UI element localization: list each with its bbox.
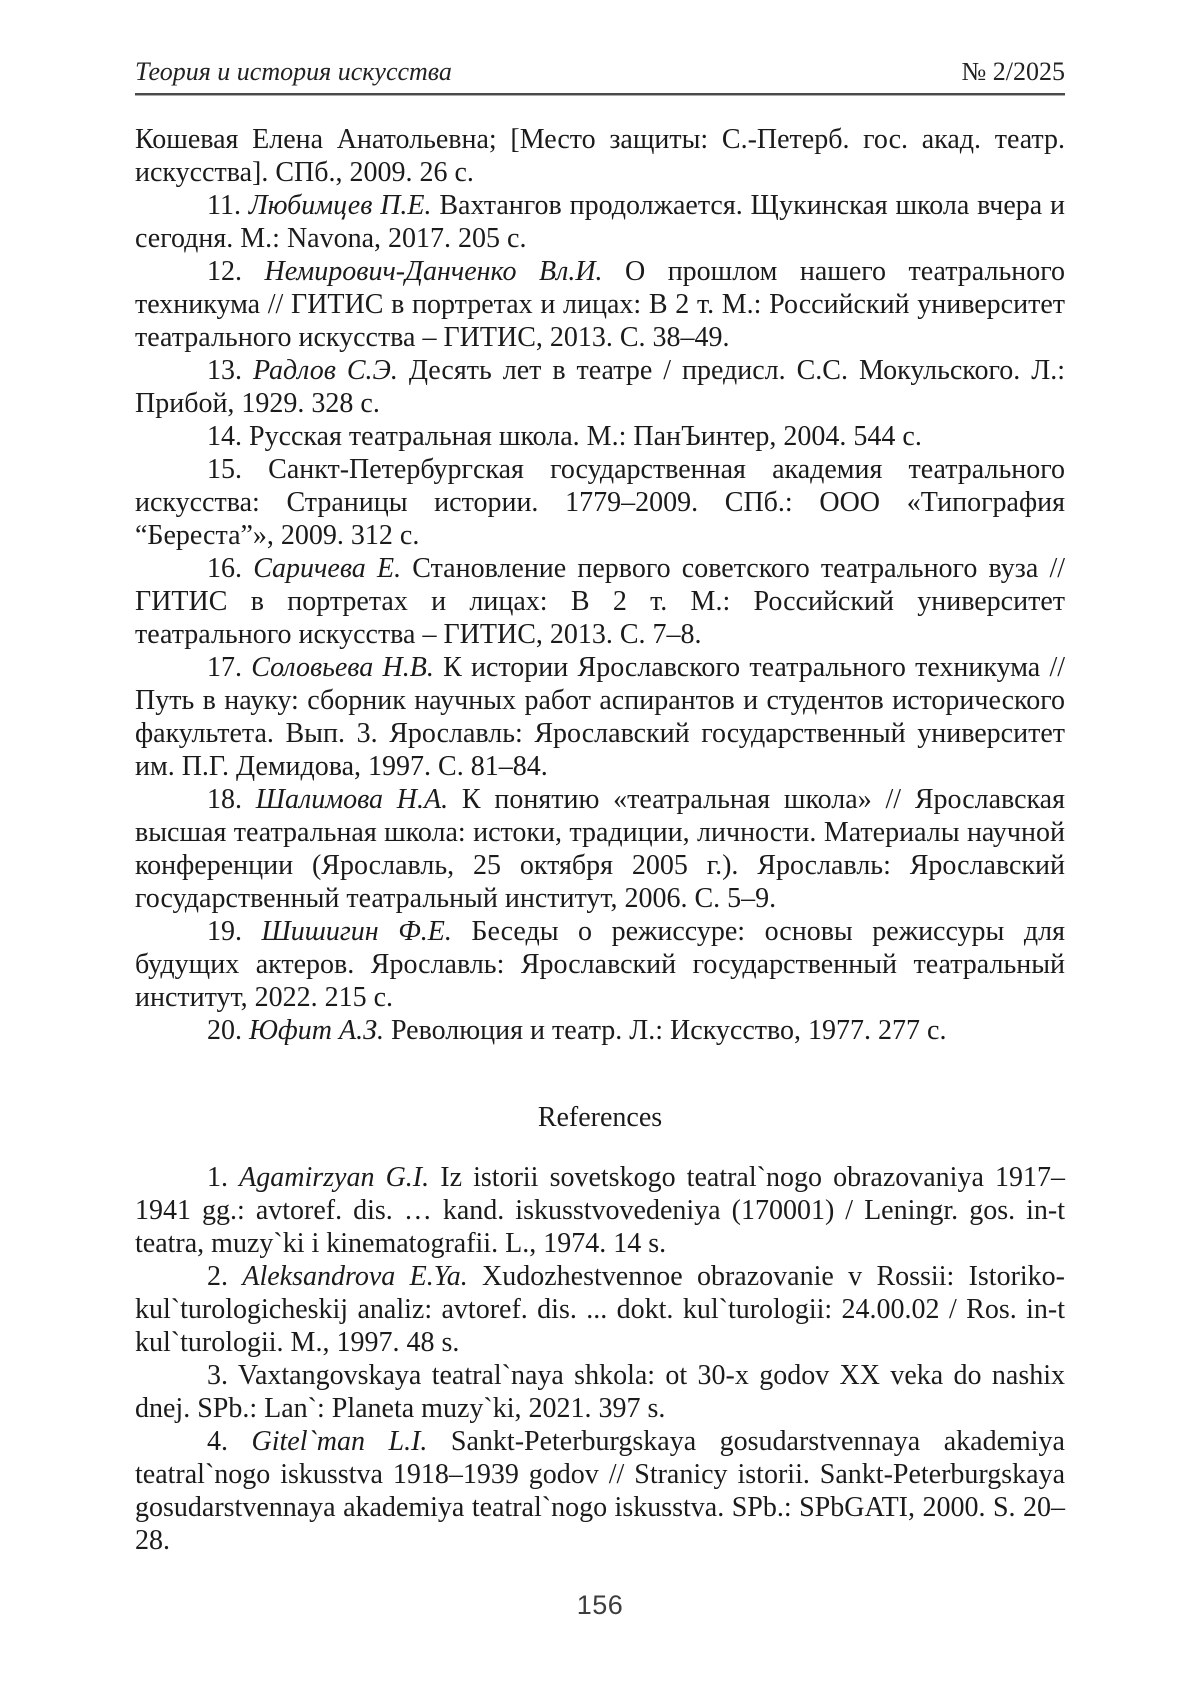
entry-text: 3. Vaxtangovskaya teatral`naya shkola: ot 30-x godov XX veka do nashix dnej. SPb.: Lan`: Planeta muzy`ki, 2021. 397 s. — [135, 1360, 1065, 1424]
entry-author-italic: Саричева Е. — [253, 553, 402, 584]
entry-author-italic: Любимцев П.Е. — [248, 190, 432, 221]
entry-author-italic: Шишигин Ф.Е. — [261, 916, 452, 947]
entry-author-italic: Соловьева Н.В. — [251, 652, 434, 683]
entry-text: Кошевая Елена Анатольевна; [Место защиты: С.-Петерб. гос. акад. театр. искусства]. СПб., 2009. 26 с. — [135, 124, 1065, 188]
header-section-title: Теория и история искусства — [135, 57, 452, 86]
bibliography-entry — [135, 189, 1065, 255]
entry-text: 2. — [207, 1261, 243, 1292]
bibliography-entry — [135, 255, 1065, 354]
entry-text: 13. — [207, 355, 253, 386]
entry-text: 20. — [207, 1015, 249, 1046]
references-entry — [135, 1425, 1065, 1557]
bibliography-list — [135, 123, 1065, 1047]
references-list — [135, 1161, 1065, 1557]
references-entry — [135, 1359, 1065, 1425]
entry-text: К понятию «театральная школа» // Ярославская высшая театральная школа: истоки, традиции, личности. Материалы научной конференции (Ярославль, 25 октября 2005 г.). Ярославль: Ярославский государственный театральный институт, 2006. С. 5–9. — [135, 784, 1065, 914]
entry-text: Революция и театр. Л.: Искусство, 1977. 277 с. — [383, 1015, 947, 1046]
entry-text: К истории Ярославского театрального техникума // Путь в науку: сборник научных работ аспирантов и студентов исторического факультета. Вып. 3. Ярославль: Ярославский государственный университет им. П.Г. Демидова, 1997. С. 81–84. — [135, 652, 1065, 782]
entry-text: Iz istorii sovetskogo teatral`nogo obrazovaniya 1917–1941 gg.: avtoref. dis. … kand. iskusstvovedeniya (170001) / Leningr. gos. in-t teatra, muzy`ki i kinematografii. L., 1974. 14 s. — [135, 1162, 1066, 1259]
entry-author-italic: Aleksandrova E.Ya. — [242, 1261, 468, 1292]
entry-text: О прошлом нашего театрального техникума // ГИТИС в портретах и лицах: В 2 т. М.: Российский университет театрального искусства – ГИТИС, 2013. С. 38–49. — [135, 256, 1065, 353]
page-number: 156 — [576, 1590, 624, 1620]
entry-text: Вахтангов продолжается. Щукинская школа вчера и сегодня. М.: Navona, 2017. 205 с. — [135, 190, 1065, 254]
entry-text: 17. — [207, 652, 252, 683]
entry-author-italic: Немирович-Данченко Вл.И. — [264, 256, 603, 287]
entry-text: Xudozhestvennoe obrazovanie v Rossii: Istoriko-kul`turologicheskij analiz: avtoref. dis. ... dokt. kul`turologii: 24.00.02 / Ros. in-t kul`turologii. M., 1997. 48 s. — [135, 1261, 1066, 1358]
entry-author-italic: Agamirzyan G.I. — [239, 1162, 430, 1193]
entry-text: 1. — [207, 1162, 240, 1193]
entry-text: 19. — [207, 916, 262, 947]
entry-text: Становление первого советского театрального вуза // ГИТИС в портретах и лицах: В 2 т. М.: Российский университет театрального искусства – ГИТИС, 2013. С. 7–8. — [135, 553, 1066, 650]
entry-author-italic: Радлов С.Э. — [252, 355, 398, 386]
bibliography-entry — [135, 552, 1065, 651]
entry-text: 16. — [207, 553, 254, 584]
references-entry — [135, 1260, 1065, 1359]
running-header — [135, 56, 1065, 88]
bibliography-entry — [135, 354, 1065, 420]
bibliography-entry — [135, 1014, 1065, 1047]
entry-text: 12. — [207, 256, 265, 287]
bibliography-entry — [135, 651, 1065, 783]
header-issue-number: № 2/2025 — [961, 57, 1065, 86]
entry-author-italic: Юфит А.З. — [249, 1015, 384, 1046]
references-heading: References — [537, 1102, 663, 1133]
bibliography-entry — [135, 453, 1065, 552]
entry-text: 11. — [207, 190, 249, 221]
entry-text: Беседы о режиссуре: основы режиссуры для будущих актеров. Ярославль: Ярославский государственный театральный институт, 2022. 215 с. — [135, 916, 1065, 1013]
entry-text: 14. Русская театральная школа. М.: ПанЪинтер, 2004. 544 с. — [207, 421, 922, 452]
entry-author-italic: Gitel`man L.I. — [251, 1426, 428, 1457]
entry-text: 4. — [207, 1426, 252, 1457]
entry-text: 15. Санкт-Петербургская государственная академия театрального искусства: Страницы истории. 1779–2009. СПб.: ООО «Типография “Береста”», 2009. 312 с. — [135, 454, 1065, 551]
references-entry — [135, 1161, 1065, 1260]
entry-text: 18. — [207, 784, 256, 815]
bibliography-entry — [135, 915, 1065, 1014]
entry-text: Sankt-Peterburgskaya gosudarstvennaya akademiya teatral`nogo iskusstva 1918–1939 godov // Stranicy istorii. Sankt-Peterburgskaya gosudarstvennaya akademiya teatral`nogo iskusstva. SPb.: SPbGATI, 2000. S. 20–28. — [135, 1426, 1065, 1556]
entry-text: Десять лет в театре / предисл. С.С. Мокульского. Л.: Прибой, 1929. 328 с. — [135, 355, 1066, 419]
bibliography-entry — [135, 420, 1065, 453]
bibliography-entry — [135, 123, 1065, 189]
bibliography-entry — [135, 783, 1065, 915]
entry-author-italic: Шалимова Н.А. — [255, 784, 449, 815]
header-rule — [135, 93, 1065, 96]
